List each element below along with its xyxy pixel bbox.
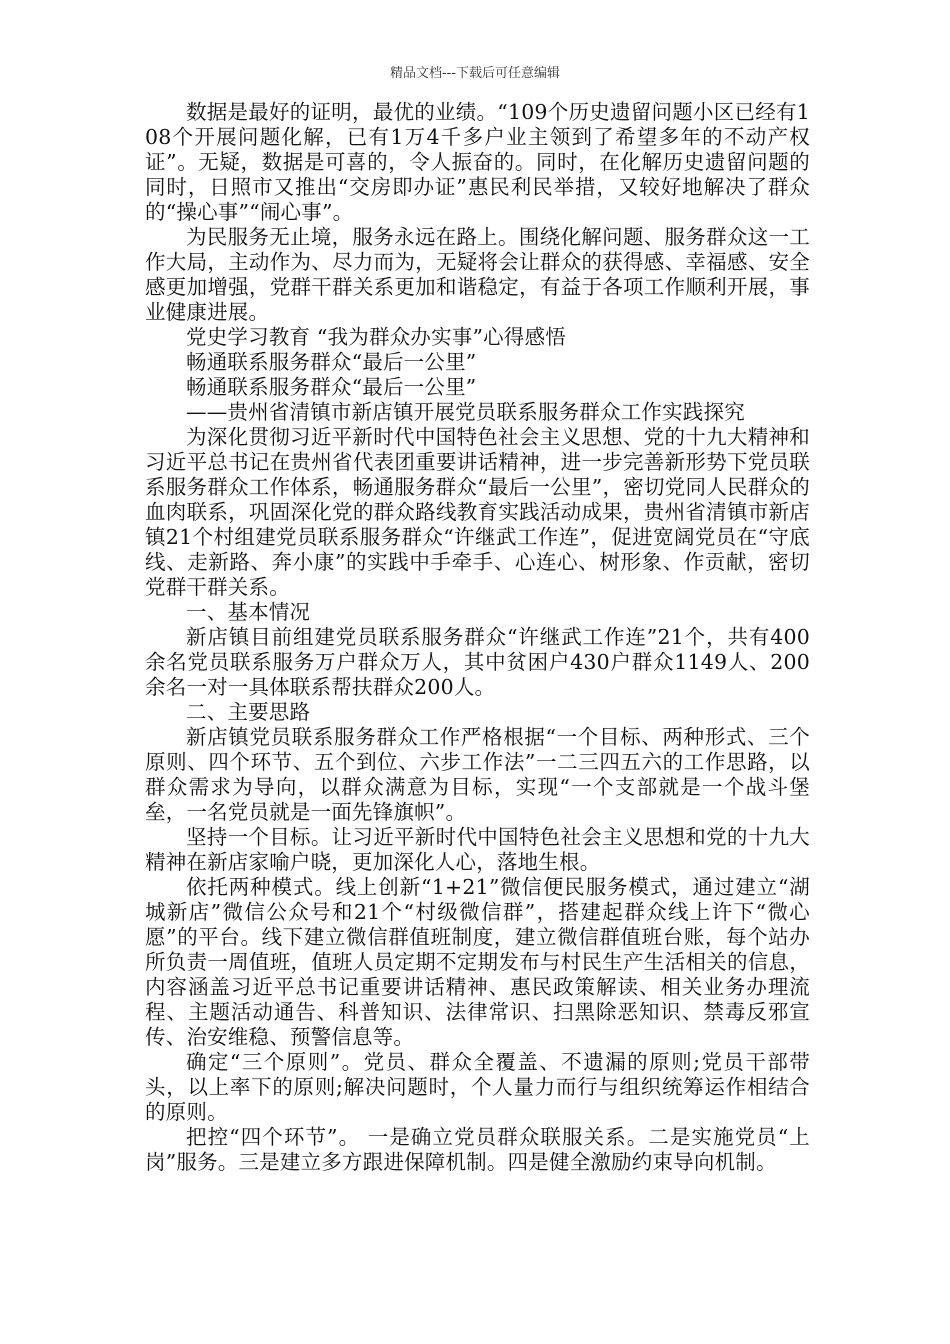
- paragraph-four-links: 把控“四个环节”。 一是确立党员群众联服关系。二是实施党员“上岗”服务。三是建立多方跟进保障机制。四是健全激励约束导向机制。: [145, 1125, 810, 1174]
- paragraph-subtitle: ——贵州省清镇市新店镇开展党员联系服务群众工作实践探究: [186, 400, 745, 424]
- paragraph-title-study: 党史学习教育 “我为群众办实事”心得感悟: [186, 325, 566, 349]
- paragraph-data-proof: 数据是最好的证明，最优的业绩。“109个历史遗留问题小区已经有108个开展问题化解，已有1万4千多户业主领到了希望多年的不动产权证”。无疑，数据是可喜的，令人振奋的。同时，在化解历史遗留问题的同时，日照市又推出“交房即办证”惠民利民举措，又较好地解决了群众的“操心事”“闹心事”。: [145, 100, 810, 224]
- paragraph-two-modes: 依托两种模式。线上创新“1+21”微信便民服务模式，通过建立“湖城新店”微信公众号和21个“村级微信群”，搭建起群众线上许下“微心愿”的平台。线下建立微信群值班制度，建立微信群值班台账，每个站办所负责一周值班，值班人员定期不定期发布与村民生产生活相关的信息，内容涵盖习近平总书记重要讲话精神、惠民政策解读、相关业务办理流程、主题活动通告、科普知识、法律常识、扫黑除恶知识、禁毒反邪宣传、治安维稳、预警信息等。: [145, 875, 810, 1049]
- paragraph-one-goal: 坚持一个目标。让习近平新时代中国特色社会主义思想和党的十九大精神在新店家喻户晓，更加深化人心，落地生根。: [145, 825, 810, 874]
- paragraph-ideas: 新店镇党员联系服务群众工作严格根据“一个目标、两种形式、三个原则、四个环节、五个到位、六步工作法”一二三四五六的工作思路，以群众需求为导向，以群众满意为目标，实现“一个支部就是一个战斗堡垒，一名党员就是一面先锋旗帜”。: [145, 725, 810, 824]
- paragraph-service-endless: 为民服务无止境，服务永远在路上。围绕化解问题、服务群众这一工作大局，主动作为、尽力而为，无疑将会让群众的获得感、幸福感、安全感更加增强，党群干群关系更加和谐稳定，有益于各项工作顺利开展，事业健康进展。: [145, 225, 810, 324]
- paragraph-title-last-mile-1: 畅通联系服务群众“最后一公里”: [186, 350, 477, 374]
- page-header: 精品文档---下载后可任意编辑: [389, 66, 561, 81]
- paragraph-intro: 为深化贯彻习近平新时代中国特色社会主义思想、党的十九大精神和习近平总书记在贵州省代表团重要讲话精神，进一步完善新形势下党员联系服务群众工作体系，畅通服务群众“最后一公里”，密切党同人民群众的血肉联系，巩固深化党的群众路线教育实践活动成果，贵州省清镇市新店镇21个村组建党员联系服务群众“许继武工作连”，促进宽阔党员在“守底线、走新路、奔小康”的实践中手牵手、心连心、树形象、作贡献，密切党群干群关系。: [145, 425, 810, 599]
- document-body: [145, 100, 810, 1175]
- paragraph-basic-info: 新店镇目前组建党员联系服务群众“许继武工作连”21个，共有400余名党员联系服务万户群众万人，其中贫困户430户群众1149人、200余名一对一具体联系帮扶群众200人。: [145, 625, 810, 699]
- paragraph-three-principles: 确定“三个原则”。党员、群众全覆盖、不遗漏的原则;党员干部带头，以上率下的原则;解决问题时，个人量力而行与组织统筹运作相结合的原则。: [145, 1050, 810, 1124]
- section-heading-basic: 一、基本情况: [186, 600, 311, 624]
- paragraph-title-last-mile-2: 畅通联系服务群众“最后一公里”: [186, 375, 477, 399]
- section-heading-ideas: 二、主要思路: [186, 700, 311, 724]
